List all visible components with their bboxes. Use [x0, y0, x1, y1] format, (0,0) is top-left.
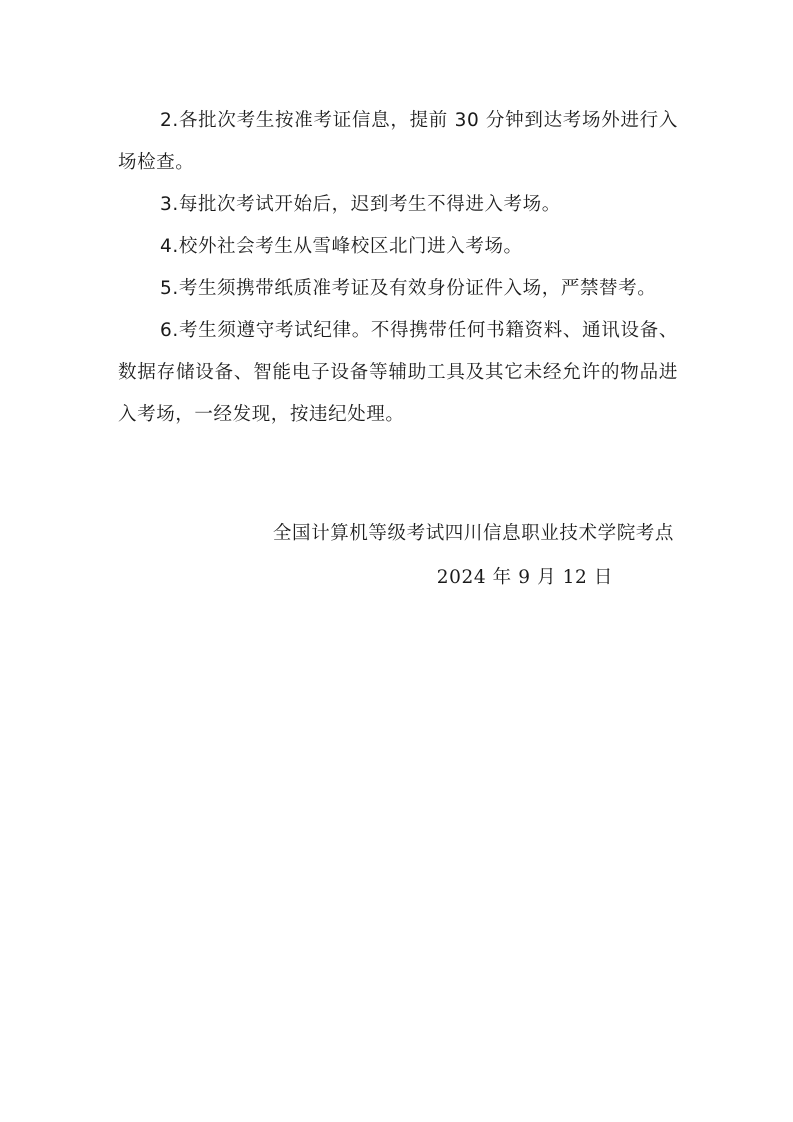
issuing-organization: 全国计算机等级考试四川信息职业技术学院考点 — [272, 523, 674, 544]
issue-date: 2024 年 9 月 12 日 — [436, 567, 613, 588]
notice-body — [118, 100, 678, 436]
notice-item-4: 4.校外社会考生从雪峰校区北门进入考场。 — [160, 236, 523, 257]
notice-item-2: 2.各批次考生按准考证信息，提前 30 分钟到达考场外进行入场检查。 — [118, 110, 678, 173]
notice-item-3: 3.每批次考试开始后，迟到考生不得进入考场。 — [160, 194, 561, 215]
notice-item-5: 5.考生须携带纸质准考证及有效身份证件入场，严禁替考。 — [160, 278, 657, 299]
notice-item-6: 6.考生须遵守考试纪律。不得携带任何书籍资料、通讯设备、数据存储设备、智能电子设备等辅助工具及其它未经允许的物品进入考场，一经发现，按违纪处理。 — [118, 320, 678, 425]
